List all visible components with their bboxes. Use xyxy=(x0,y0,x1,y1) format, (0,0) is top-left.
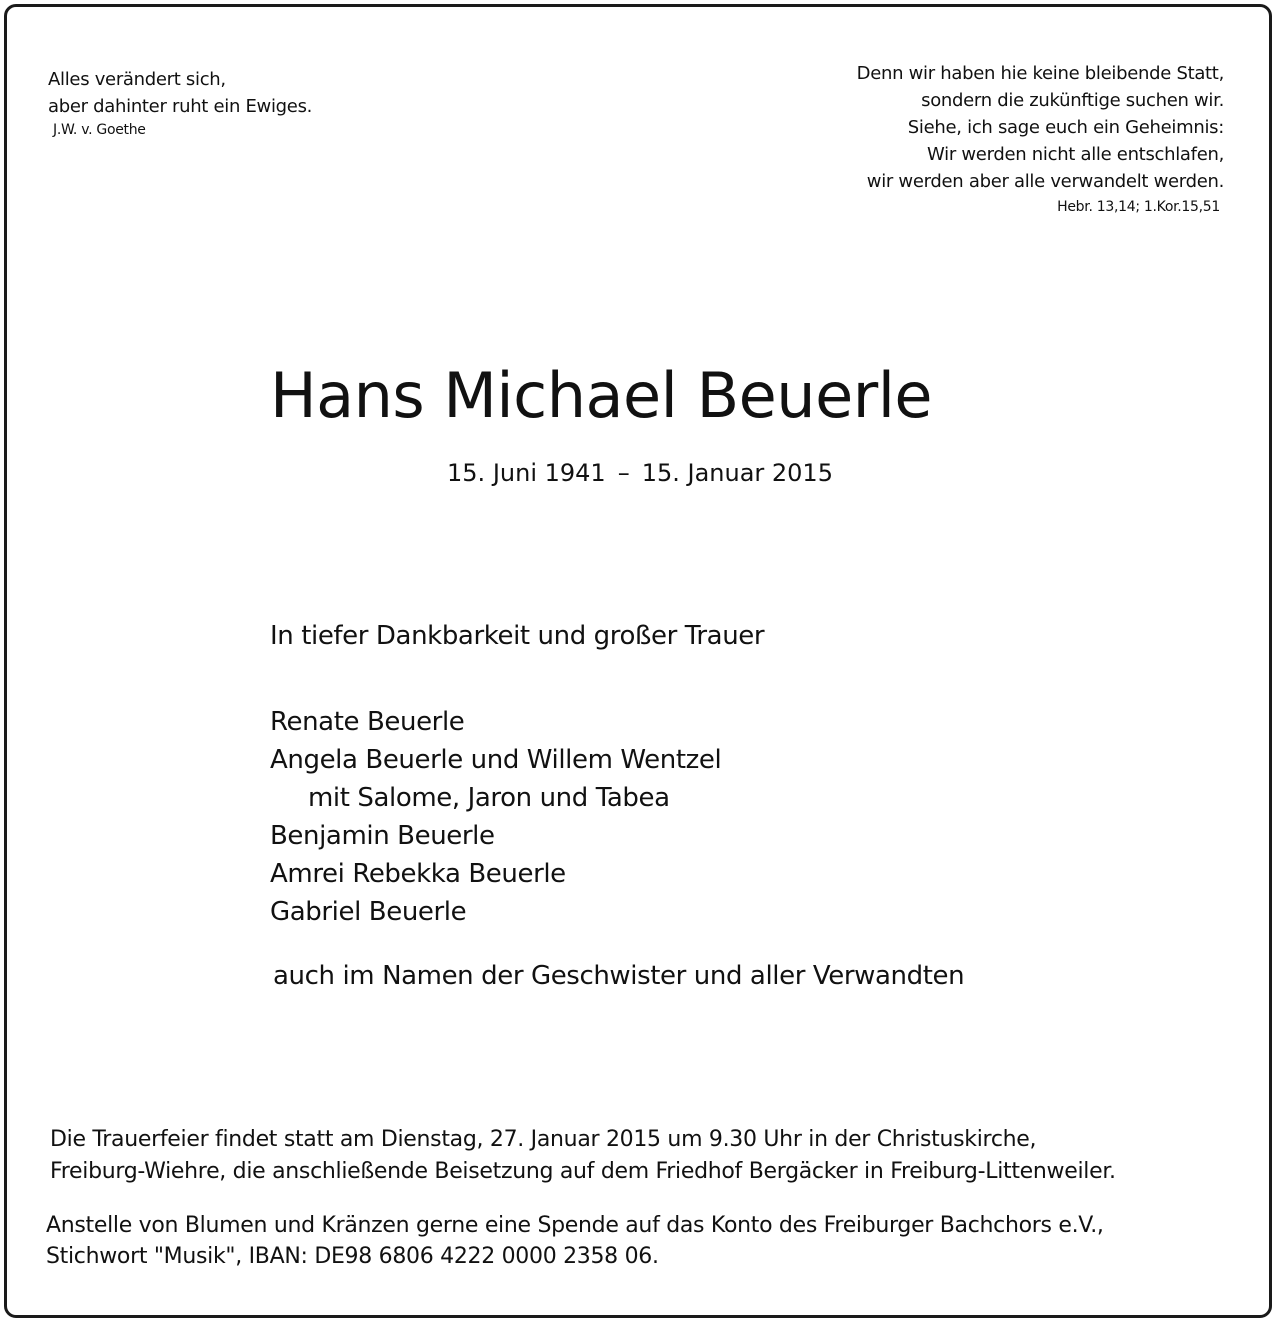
donation-line: Anstelle von Blumen und Kränzen gerne eine Spende auf das Konto des Freiburger Bachchors e.V., xyxy=(46,1213,1104,1238)
birth-date: 15. Juni 1941 xyxy=(447,459,606,487)
funeral-service-info xyxy=(50,1124,1116,1188)
mourning-closing: auch im Namen der Geschwister und aller Verwandten xyxy=(273,961,965,991)
quote-left-attribution: J.W. v. Goethe xyxy=(53,122,146,138)
quote-right-line: Wir werden nicht alle entschlafen, xyxy=(927,144,1224,165)
mourner-name: Renate Beuerle xyxy=(270,707,465,737)
mourner-name: Gabriel Beuerle xyxy=(270,897,467,927)
deceased-name: Hans Michael Beuerle xyxy=(270,359,933,432)
quote-left-line: Alles verändert sich, xyxy=(48,69,226,90)
mourners-list xyxy=(270,703,721,931)
mourner-name: mit Salome, Jaron und Tabea xyxy=(308,783,670,813)
donation-line: Stichwort "Musik", IBAN: DE98 6806 4222 0000 2358 06. xyxy=(46,1244,659,1269)
quote-left-line: aber dahinter ruht ein Ewiges. xyxy=(48,96,313,117)
mourner-name: Amrei Rebekka Beuerle xyxy=(270,859,566,889)
donation-info xyxy=(46,1210,1104,1272)
mourner-name: Angela Beuerle und Willem Wentzel xyxy=(270,745,722,775)
mourning-intro: In tiefer Dankbarkeit und großer Trauer xyxy=(270,621,765,651)
mourner-name: Benjamin Beuerle xyxy=(270,821,495,851)
goethe-quote xyxy=(48,66,312,140)
quote-right-attribution: Hebr. 13,14; 1.Kor.15,51 xyxy=(1057,199,1220,215)
quote-right-line: wir werden aber alle verwandelt werden. xyxy=(866,171,1224,192)
date-separator: – xyxy=(617,459,630,487)
service-line: Freiburg-Wiehre, die anschließende Beisetzung auf dem Friedhof Bergäcker in Freiburg-Littenweiler. xyxy=(50,1159,1116,1184)
quote-right-line: Denn wir haben hie keine bleibende Statt, xyxy=(856,63,1224,84)
life-dates xyxy=(0,456,1280,490)
quote-right-line: sondern die zukünftige suchen wir. xyxy=(921,90,1224,111)
quote-right-line: Siehe, ich sage euch ein Geheimnis: xyxy=(907,117,1224,138)
death-date: 15. Januar 2015 xyxy=(641,459,833,487)
service-line: Die Trauerfeier findet statt am Dienstag, 27. Januar 2015 um 9.30 Uhr in der Christuskirche, xyxy=(50,1127,1037,1152)
bible-quote xyxy=(857,60,1224,219)
